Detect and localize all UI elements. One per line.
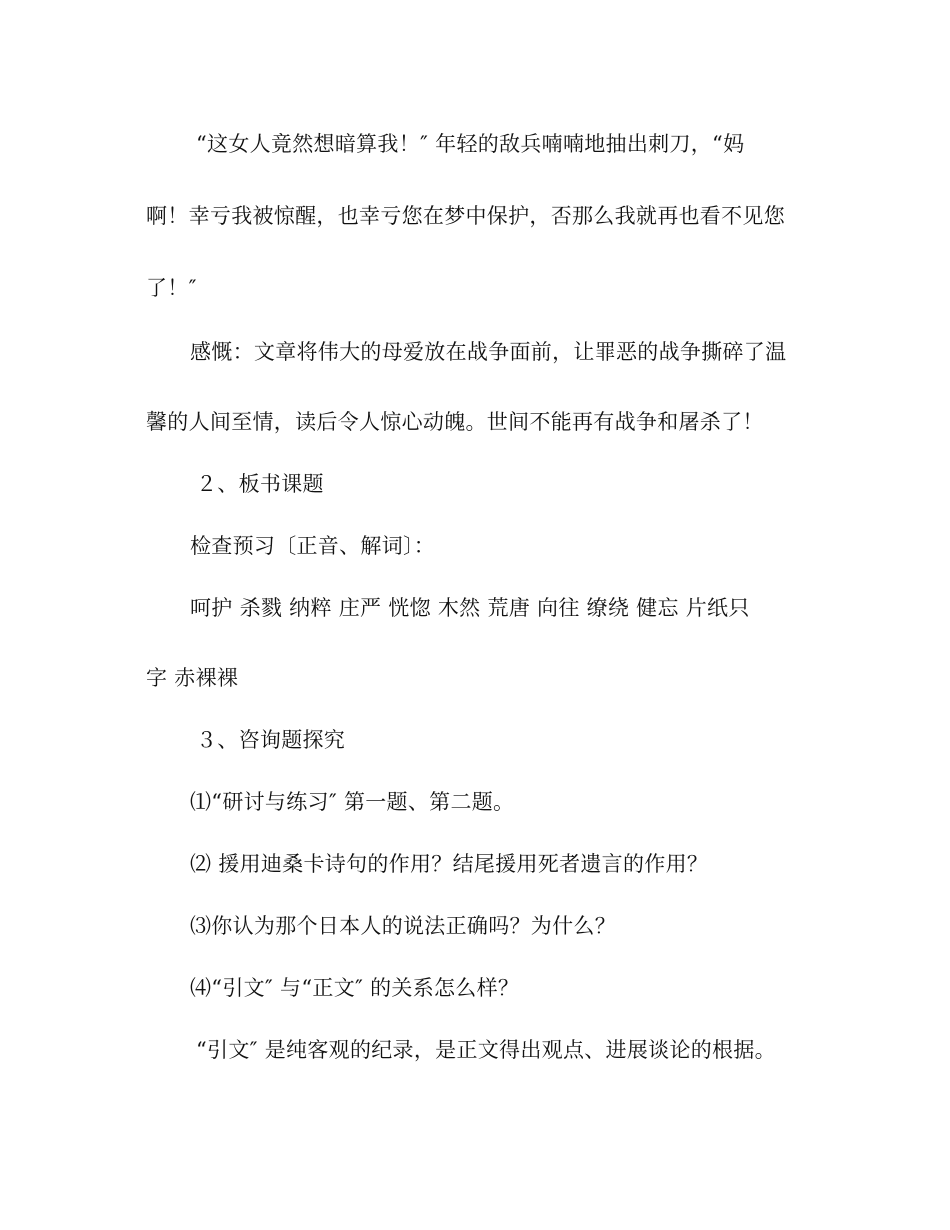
text-line: “这女人竟然想暗算我！″ 年轻的敌兵喃喃地抽出刺刀，“妈 [196,132,745,156]
question-item: ⑴“研讨与练习″ 第一题、第二题。 [190,790,515,814]
text-line: 啊！幸亏我被惊醒，也幸亏您在梦中保护，否那么我就再也看不见您 [146,204,785,228]
question-item: ⑷“引文″ 与“正文″ 的关系怎么样？ [190,976,520,1000]
text-line: 感慨：文章将伟大的母爱放在战争面前，让罪恶的战争撕碎了温 [190,340,787,364]
vocabulary-line: 呵护 杀戮 纳粹 庄严 恍惚 木然 荒唐 向往 缭绕 健忘 片纸只 [190,596,750,620]
text-line: 检查预习〔正音、解词〕： [190,534,436,558]
section-heading: ３、咨询题探究 [196,728,346,752]
vocabulary-line: 字 赤裸裸 [146,666,239,690]
section-heading: ２、板书课题 [196,472,324,496]
text-line: 馨的人间至情，读后令人惊心动魄。世间不能再有战争和屠杀了！ [146,410,764,434]
question-item: ⑵ 援用迪桑卡诗句的作用？结尾援用死者遗言的作用？ [190,852,709,876]
question-item: ⑶你认为那个日本人的说法正确吗？为什么？ [190,914,616,938]
text-line: “引文″ 是纯客观的纪录，是正文得出观点、进展谈论的根据。 [196,1038,776,1062]
text-line: 了！″ [146,276,197,300]
